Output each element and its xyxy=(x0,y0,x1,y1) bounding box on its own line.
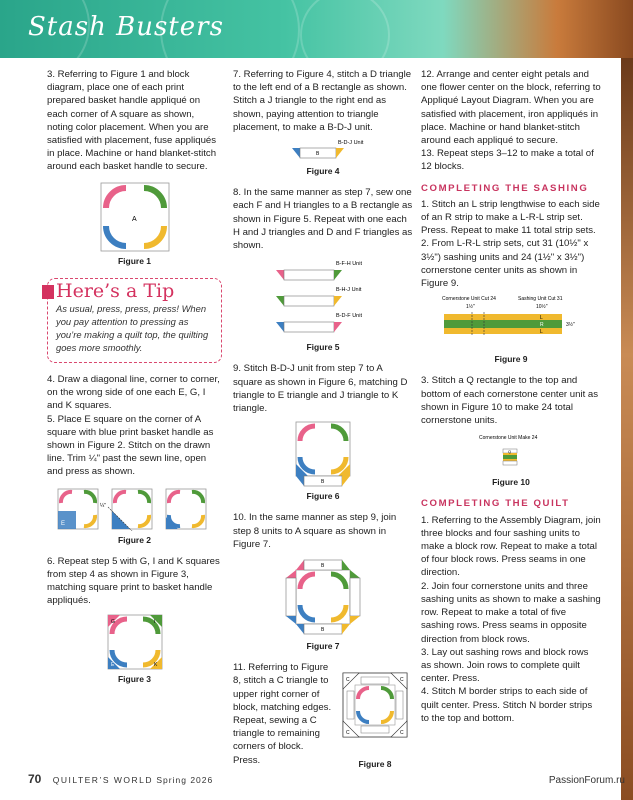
figure-10 xyxy=(471,433,551,473)
fig9-left-dim: 1½" xyxy=(466,304,475,311)
quilt-step-4: 4. Stitch M border strips to each side of quilt center. Press. Stitch N border strips to the top and bottom. xyxy=(421,686,593,724)
step-6: 6. Repeat step 5 with G, I and K squares from step 4 as shown in Figure 3, matching square print to basket handle appliqués. xyxy=(47,555,220,607)
section-title: Stash Busters xyxy=(28,12,224,42)
fig6-b-label: B xyxy=(321,479,325,486)
tip-box xyxy=(47,278,222,363)
figure-6 xyxy=(295,421,351,487)
fig9-strip-l1: L xyxy=(540,315,543,322)
figure-8 xyxy=(339,669,411,755)
fig7-b-bottom: B xyxy=(321,627,325,634)
heading-sashing: COMPLETING THE SASHING xyxy=(421,182,589,194)
step-4: 4. Draw a diagonal line, corner to corner, on the wrong side of one each E, G, I and K squares. xyxy=(47,374,220,412)
fig2-note: ¼" xyxy=(100,502,106,509)
figure-10-caption: Figure 10 xyxy=(492,477,530,488)
figure-5-caption: Figure 5 xyxy=(306,342,340,353)
fig1-label: A xyxy=(131,215,137,223)
figure-9 xyxy=(436,294,586,350)
fig9-right-dim: 10½" xyxy=(536,304,548,311)
step-5: 5. Place E square on the corner of A square with blue print basket handle as shown in Figure 2. Stitch on the drawn line. Trim ¼" past the sewn line, open and press as shown. xyxy=(47,413,214,478)
page-number: 70 xyxy=(28,772,42,786)
figure-4 xyxy=(278,138,368,162)
figure-5 xyxy=(268,258,378,338)
fig9-strip-l2: L xyxy=(540,329,543,336)
figure-7 xyxy=(283,557,363,637)
fig8-c-tl: C xyxy=(346,677,350,684)
step-7: 7. Referring to Figure 4, stitch a D triangle to the left end of a B rectangle as shown. Stitch a J triangle to the right end as shown, paying attention to triangle placement, to make a B-D-J unit. xyxy=(233,69,412,133)
fig2-label: E xyxy=(61,520,66,527)
fig9-left-label: Cornerstone Unit Cut 24 xyxy=(442,296,496,303)
fig9-strip-r: R xyxy=(540,322,544,329)
sashing-step-1: 1. Stitch an L strip lengthwise to each side of an R strip to make a L-R-L strip set. Press. Repeat to make 11 total strip sets. xyxy=(421,198,600,237)
page-footer xyxy=(28,772,213,786)
figure-1-caption: Figure 1 xyxy=(117,255,152,266)
page-body xyxy=(0,58,633,800)
sashing-step-3: 3. Stitch a Q rectangle to the top and bottom of each cornerstone center unit as shown in Figure 10 to make 24 total cornerstone units. xyxy=(421,375,599,427)
fig4-b-label: B xyxy=(316,151,320,158)
figure-6-caption: Figure 6 xyxy=(306,491,340,502)
watermark: PassionForum.ru xyxy=(548,775,625,786)
fig3-label-i: I xyxy=(153,618,155,625)
step-11-row xyxy=(233,661,413,779)
fig5-unit-bdf: B-D-F Unit xyxy=(336,313,362,320)
column-right xyxy=(421,68,601,725)
figure-2-caption: Figure 2 xyxy=(117,534,152,545)
fig8-c-tr: C xyxy=(400,677,404,684)
step-11: 11. Referring to Figure 8, stitch a C triangle to upper right corner of block, matching edges. Repeat, sewing a C triangle to remaining corners of block. Press. xyxy=(233,662,332,766)
figure-7-caption: Figure 7 xyxy=(306,641,340,652)
fig8-c-bl: C xyxy=(346,730,350,737)
column-middle xyxy=(233,68,413,779)
quilt-step-2: 2. Join four cornerstone units and three sashing units as shown to make a sashing row. Repeat to make a total of five sashing rows. Press seams in opposite direction from block rows. xyxy=(421,580,601,645)
fig4-unit-label: B-D-J Unit xyxy=(338,140,364,147)
magazine-name: QUILTER’S WORLD xyxy=(52,775,154,785)
fig5-unit-bfh: B-F-H Unit xyxy=(336,261,362,268)
step-13: 13. Repeat steps 3–12 to make a total of 12 blocks. xyxy=(421,148,594,173)
figure-3-caption: Figure 3 xyxy=(117,673,152,684)
figure-8-wrap xyxy=(339,661,411,779)
heading-quilt: COMPLETING THE QUILT xyxy=(421,498,570,510)
step-3: 3. Referring to Figure 1 and block diagram, place one of each print prepared basket handle appliqué on each corner of A square as shown, noting color placement. When you are satisfied with placement, fuse appliqués in place. Machine or hand blanket-stitch around each basket handle to secure. xyxy=(47,69,217,173)
figure-4-caption: Figure 4 xyxy=(306,166,340,177)
issue: Spring 2026 xyxy=(156,775,214,785)
fig9-right-label: Sashing Unit Cut 31 xyxy=(518,296,563,303)
tip-title: Here’s a Tip xyxy=(56,279,175,302)
fig7-b-top: B xyxy=(321,563,325,570)
fig10-q-label: Q xyxy=(508,449,512,455)
step-10: 10. In the same manner as step 9, join step 8 units to A square as shown in Figure 7. xyxy=(233,512,397,550)
step-9: 9. Stitch B-D-J unit from step 7 to A square as shown in Figure 6, matching D triangle to E triangle and J triangle to K triangle. xyxy=(233,363,408,415)
fig9-side-dim: 3½" xyxy=(566,322,575,329)
tip-tag-icon xyxy=(42,285,54,299)
fig10-label: Cornerstone Unit Make 24 xyxy=(479,435,538,442)
quilt-step-3: 3. Lay out sashing rows and block rows as shown. Join rows to complete quilt center. Press. xyxy=(421,646,589,685)
figure-9-caption: Figure 9 xyxy=(494,354,528,365)
tip-body: As usual, press, press, press! When you pay attention to pressing as you’re making a quilt top, the quilting goes more smoothly. xyxy=(56,303,209,354)
quilt-step-1: 1. Referring to the Assembly Diagram, join three blocks and four sashing units to make a block row. Repeat to make a total of four block rows. Press seams in one direction. xyxy=(421,514,601,579)
fig8-c-br: C xyxy=(400,730,404,737)
fig3-label-k: K xyxy=(153,661,157,668)
fig3-label-e: E xyxy=(110,661,114,668)
fig5-unit-bhj: B-H-J Unit xyxy=(336,287,362,294)
figure-1 xyxy=(100,182,170,252)
step-12: 12. Arrange and center eight petals and one flower center on the block, referring to Appliqué Layout Diagram. When you are satisfied with placement, iron appliqués in place. Machine or hand blanket-stitch around each appliqué to secure. xyxy=(421,69,601,147)
step-8: 8. In the same manner as step 7, sew one each F and H triangles to a B rectangle as shown in Figure 5. Repeat with one each H and J triangles and D and F triangles as shown. xyxy=(233,187,413,252)
header-banner xyxy=(0,0,633,58)
fig3-label-g: G xyxy=(110,618,115,625)
figure-2 xyxy=(52,485,217,531)
figure-8-caption: Figure 8 xyxy=(358,759,392,770)
column-left xyxy=(47,68,222,694)
sashing-step-2: 2. From L-R-L strip sets, cut 31 (10½" x 3½") sashing units and 24 (1½" x 3½") cornerstone center units as shown in Figure 9. xyxy=(421,238,589,290)
figure-3 xyxy=(107,614,163,670)
